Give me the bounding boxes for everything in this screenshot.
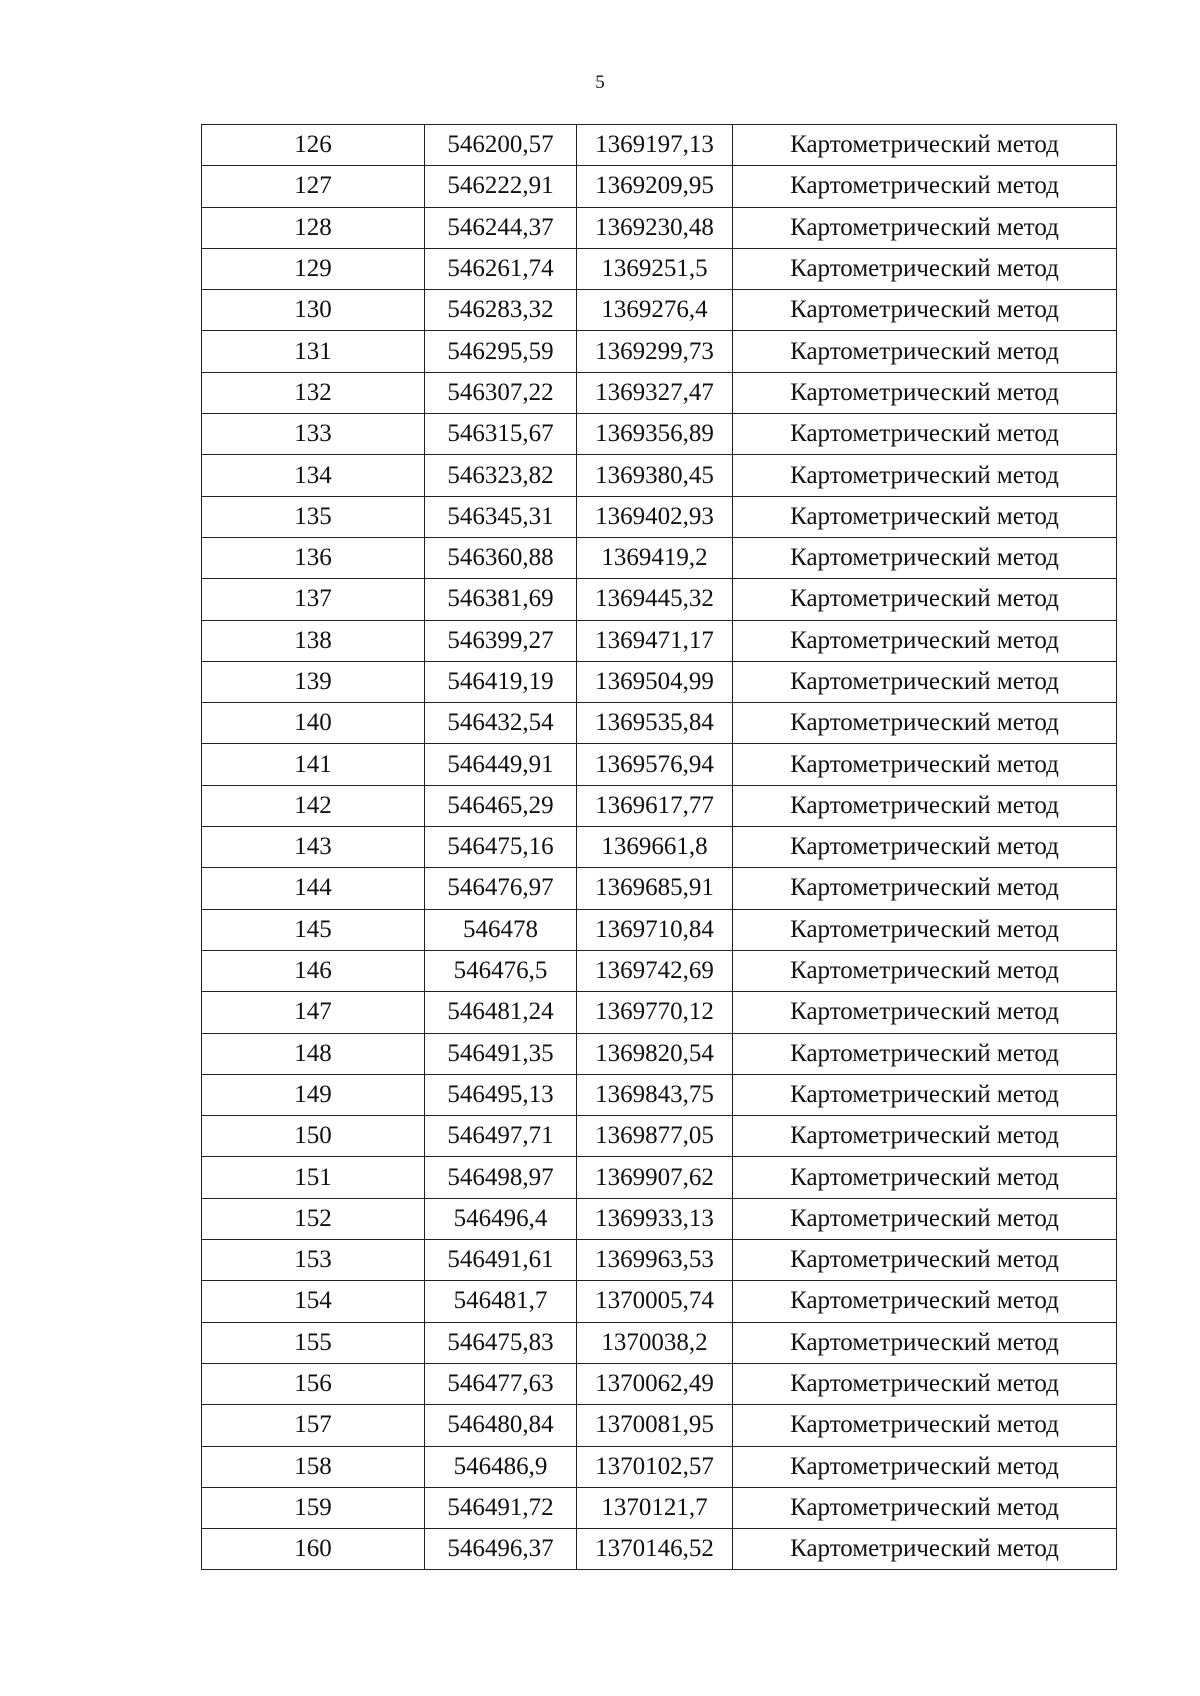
- point-number-cell: 130: [202, 290, 425, 331]
- table-row: [202, 1157, 1117, 1198]
- table-row: [202, 248, 1117, 289]
- x-coordinate-cell: 546399,27: [425, 620, 577, 661]
- point-number-cell: 142: [202, 785, 425, 826]
- y-coordinate-cell: 1370038,2: [577, 1322, 733, 1363]
- method-cell: Картометрический метод: [733, 248, 1117, 289]
- y-coordinate-cell: 1369299,73: [577, 331, 733, 372]
- y-coordinate-cell: 1369770,12: [577, 992, 733, 1033]
- y-coordinate-cell: 1369276,4: [577, 290, 733, 331]
- x-coordinate-cell: 546486,9: [425, 1446, 577, 1487]
- table-row: [202, 414, 1117, 455]
- point-number-cell: 127: [202, 166, 425, 207]
- method-cell: Картометрический метод: [733, 1487, 1117, 1528]
- point-number-cell: 131: [202, 331, 425, 372]
- y-coordinate-cell: 1369230,48: [577, 207, 733, 248]
- method-cell: Картометрический метод: [733, 868, 1117, 909]
- method-cell: Картометрический метод: [733, 1322, 1117, 1363]
- table-row: [202, 372, 1117, 413]
- y-coordinate-cell: 1369907,62: [577, 1157, 733, 1198]
- y-coordinate-cell: 1369356,89: [577, 414, 733, 455]
- table-row: [202, 207, 1117, 248]
- method-cell: Картометрический метод: [733, 455, 1117, 496]
- y-coordinate-cell: 1369471,17: [577, 620, 733, 661]
- y-coordinate-cell: 1370146,52: [577, 1529, 733, 1570]
- y-coordinate-cell: 1369380,45: [577, 455, 733, 496]
- method-cell: Картометрический метод: [733, 620, 1117, 661]
- x-coordinate-cell: 546360,88: [425, 537, 577, 578]
- x-coordinate-cell: 546480,84: [425, 1405, 577, 1446]
- point-number-cell: 141: [202, 744, 425, 785]
- table-row: [202, 950, 1117, 991]
- point-number-cell: 156: [202, 1363, 425, 1404]
- x-coordinate-cell: 546449,91: [425, 744, 577, 785]
- method-cell: Картометрический метод: [733, 1116, 1117, 1157]
- method-cell: Картометрический метод: [733, 579, 1117, 620]
- y-coordinate-cell: 1370081,95: [577, 1405, 733, 1446]
- page-number: 5: [595, 72, 605, 93]
- y-coordinate-cell: 1369535,84: [577, 703, 733, 744]
- table-row: [202, 1281, 1117, 1322]
- x-coordinate-cell: 546432,54: [425, 703, 577, 744]
- point-number-cell: 140: [202, 703, 425, 744]
- point-number-cell: 152: [202, 1198, 425, 1239]
- table-row: [202, 703, 1117, 744]
- method-cell: Картометрический метод: [733, 1363, 1117, 1404]
- table-row: [202, 1487, 1117, 1528]
- x-coordinate-cell: 546307,22: [425, 372, 577, 413]
- y-coordinate-cell: 1369251,5: [577, 248, 733, 289]
- x-coordinate-cell: 546345,31: [425, 496, 577, 537]
- method-cell: Картометрический метод: [733, 785, 1117, 826]
- point-number-cell: 145: [202, 909, 425, 950]
- y-coordinate-cell: 1370062,49: [577, 1363, 733, 1404]
- x-coordinate-cell: 546475,16: [425, 827, 577, 868]
- table-row: [202, 1198, 1117, 1239]
- point-number-cell: 136: [202, 537, 425, 578]
- table-row: [202, 827, 1117, 868]
- x-coordinate-cell: 546481,7: [425, 1281, 577, 1322]
- x-coordinate-cell: 546323,82: [425, 455, 577, 496]
- y-coordinate-cell: 1369742,69: [577, 950, 733, 991]
- x-coordinate-cell: 546481,24: [425, 992, 577, 1033]
- table-row: [202, 620, 1117, 661]
- method-cell: Картометрический метод: [733, 1240, 1117, 1281]
- x-coordinate-cell: 546244,37: [425, 207, 577, 248]
- point-number-cell: 147: [202, 992, 425, 1033]
- x-coordinate-cell: 546315,67: [425, 414, 577, 455]
- method-cell: Картометрический метод: [733, 537, 1117, 578]
- point-number-cell: 160: [202, 1529, 425, 1570]
- x-coordinate-cell: 546475,83: [425, 1322, 577, 1363]
- y-coordinate-cell: 1369402,93: [577, 496, 733, 537]
- point-number-cell: 149: [202, 1074, 425, 1115]
- point-number-cell: 139: [202, 661, 425, 702]
- y-coordinate-cell: 1370121,7: [577, 1487, 733, 1528]
- y-coordinate-cell: 1369685,91: [577, 868, 733, 909]
- method-cell: Картометрический метод: [733, 661, 1117, 702]
- method-cell: Картометрический метод: [733, 1074, 1117, 1115]
- table-row: [202, 496, 1117, 537]
- x-coordinate-cell: 546465,29: [425, 785, 577, 826]
- point-number-cell: 150: [202, 1116, 425, 1157]
- point-number-cell: 159: [202, 1487, 425, 1528]
- point-number-cell: 134: [202, 455, 425, 496]
- x-coordinate-cell: 546491,35: [425, 1033, 577, 1074]
- y-coordinate-cell: 1369933,13: [577, 1198, 733, 1239]
- y-coordinate-cell: 1369661,8: [577, 827, 733, 868]
- method-cell: Картометрический метод: [733, 1405, 1117, 1446]
- point-number-cell: 155: [202, 1322, 425, 1363]
- method-cell: Картометрический метод: [733, 166, 1117, 207]
- table-row: [202, 1529, 1117, 1570]
- x-coordinate-cell: 546222,91: [425, 166, 577, 207]
- x-coordinate-cell: 546495,13: [425, 1074, 577, 1115]
- y-coordinate-cell: 1369877,05: [577, 1116, 733, 1157]
- y-coordinate-cell: 1369419,2: [577, 537, 733, 578]
- x-coordinate-cell: 546491,72: [425, 1487, 577, 1528]
- table-row: [202, 537, 1117, 578]
- point-number-cell: 144: [202, 868, 425, 909]
- y-coordinate-cell: 1369617,77: [577, 785, 733, 826]
- x-coordinate-cell: 546497,71: [425, 1116, 577, 1157]
- table-row: [202, 909, 1117, 950]
- method-cell: Картометрический метод: [733, 909, 1117, 950]
- method-cell: Картометрический метод: [733, 992, 1117, 1033]
- x-coordinate-cell: 546476,5: [425, 950, 577, 991]
- y-coordinate-cell: 1369710,84: [577, 909, 733, 950]
- x-coordinate-cell: 546496,4: [425, 1198, 577, 1239]
- y-coordinate-cell: 1369843,75: [577, 1074, 733, 1115]
- method-cell: Картометрический метод: [733, 290, 1117, 331]
- method-cell: Картометрический метод: [733, 1446, 1117, 1487]
- method-cell: Картометрический метод: [733, 331, 1117, 372]
- point-number-cell: 157: [202, 1405, 425, 1446]
- table-row: [202, 744, 1117, 785]
- point-number-cell: 135: [202, 496, 425, 537]
- method-cell: Картометрический метод: [733, 496, 1117, 537]
- y-coordinate-cell: 1369504,99: [577, 661, 733, 702]
- point-number-cell: 143: [202, 827, 425, 868]
- y-coordinate-cell: 1369327,47: [577, 372, 733, 413]
- method-cell: Картометрический метод: [733, 1281, 1117, 1322]
- y-coordinate-cell: 1370102,57: [577, 1446, 733, 1487]
- coordinates-table: [201, 124, 1117, 1570]
- x-coordinate-cell: 546419,19: [425, 661, 577, 702]
- x-coordinate-cell: 546261,74: [425, 248, 577, 289]
- method-cell: Картометрический метод: [733, 744, 1117, 785]
- x-coordinate-cell: 546295,59: [425, 331, 577, 372]
- method-cell: Картометрический метод: [733, 125, 1117, 166]
- point-number-cell: 138: [202, 620, 425, 661]
- method-cell: Картометрический метод: [733, 827, 1117, 868]
- x-coordinate-cell: 546496,37: [425, 1529, 577, 1570]
- method-cell: Картометрический метод: [733, 414, 1117, 455]
- table-row: [202, 455, 1117, 496]
- x-coordinate-cell: 546478: [425, 909, 577, 950]
- table-row: [202, 1322, 1117, 1363]
- method-cell: Картометрический метод: [733, 372, 1117, 413]
- y-coordinate-cell: 1370005,74: [577, 1281, 733, 1322]
- table-row: [202, 868, 1117, 909]
- point-number-cell: 146: [202, 950, 425, 991]
- method-cell: Картометрический метод: [733, 703, 1117, 744]
- x-coordinate-cell: 546381,69: [425, 579, 577, 620]
- y-coordinate-cell: 1369820,54: [577, 1033, 733, 1074]
- point-number-cell: 151: [202, 1157, 425, 1198]
- point-number-cell: 137: [202, 579, 425, 620]
- point-number-cell: 129: [202, 248, 425, 289]
- point-number-cell: 154: [202, 1281, 425, 1322]
- point-number-cell: 148: [202, 1033, 425, 1074]
- table-row: [202, 1240, 1117, 1281]
- y-coordinate-cell: 1369445,32: [577, 579, 733, 620]
- x-coordinate-cell: 546200,57: [425, 125, 577, 166]
- table-row: [202, 579, 1117, 620]
- x-coordinate-cell: 546491,61: [425, 1240, 577, 1281]
- table-row: [202, 166, 1117, 207]
- table-row: [202, 1363, 1117, 1404]
- method-cell: Картометрический метод: [733, 1529, 1117, 1570]
- table-row: [202, 1446, 1117, 1487]
- point-number-cell: 132: [202, 372, 425, 413]
- table-row: [202, 331, 1117, 372]
- table-row: [202, 290, 1117, 331]
- point-number-cell: 128: [202, 207, 425, 248]
- point-number-cell: 126: [202, 125, 425, 166]
- point-number-cell: 133: [202, 414, 425, 455]
- x-coordinate-cell: 546477,63: [425, 1363, 577, 1404]
- table-row: [202, 661, 1117, 702]
- table-row: [202, 992, 1117, 1033]
- y-coordinate-cell: 1369197,13: [577, 125, 733, 166]
- table-row: [202, 1033, 1117, 1074]
- x-coordinate-cell: 546283,32: [425, 290, 577, 331]
- method-cell: Картометрический метод: [733, 1157, 1117, 1198]
- table-row: [202, 1116, 1117, 1157]
- method-cell: Картометрический метод: [733, 1033, 1117, 1074]
- x-coordinate-cell: 546498,97: [425, 1157, 577, 1198]
- table-row: [202, 125, 1117, 166]
- coordinates-table-body: [202, 125, 1117, 1570]
- method-cell: Картометрический метод: [733, 207, 1117, 248]
- x-coordinate-cell: 546476,97: [425, 868, 577, 909]
- table-row: [202, 1074, 1117, 1115]
- point-number-cell: 158: [202, 1446, 425, 1487]
- y-coordinate-cell: 1369576,94: [577, 744, 733, 785]
- method-cell: Картометрический метод: [733, 1198, 1117, 1239]
- table-row: [202, 785, 1117, 826]
- point-number-cell: 153: [202, 1240, 425, 1281]
- table-row: [202, 1405, 1117, 1446]
- method-cell: Картометрический метод: [733, 950, 1117, 991]
- y-coordinate-cell: 1369209,95: [577, 166, 733, 207]
- y-coordinate-cell: 1369963,53: [577, 1240, 733, 1281]
